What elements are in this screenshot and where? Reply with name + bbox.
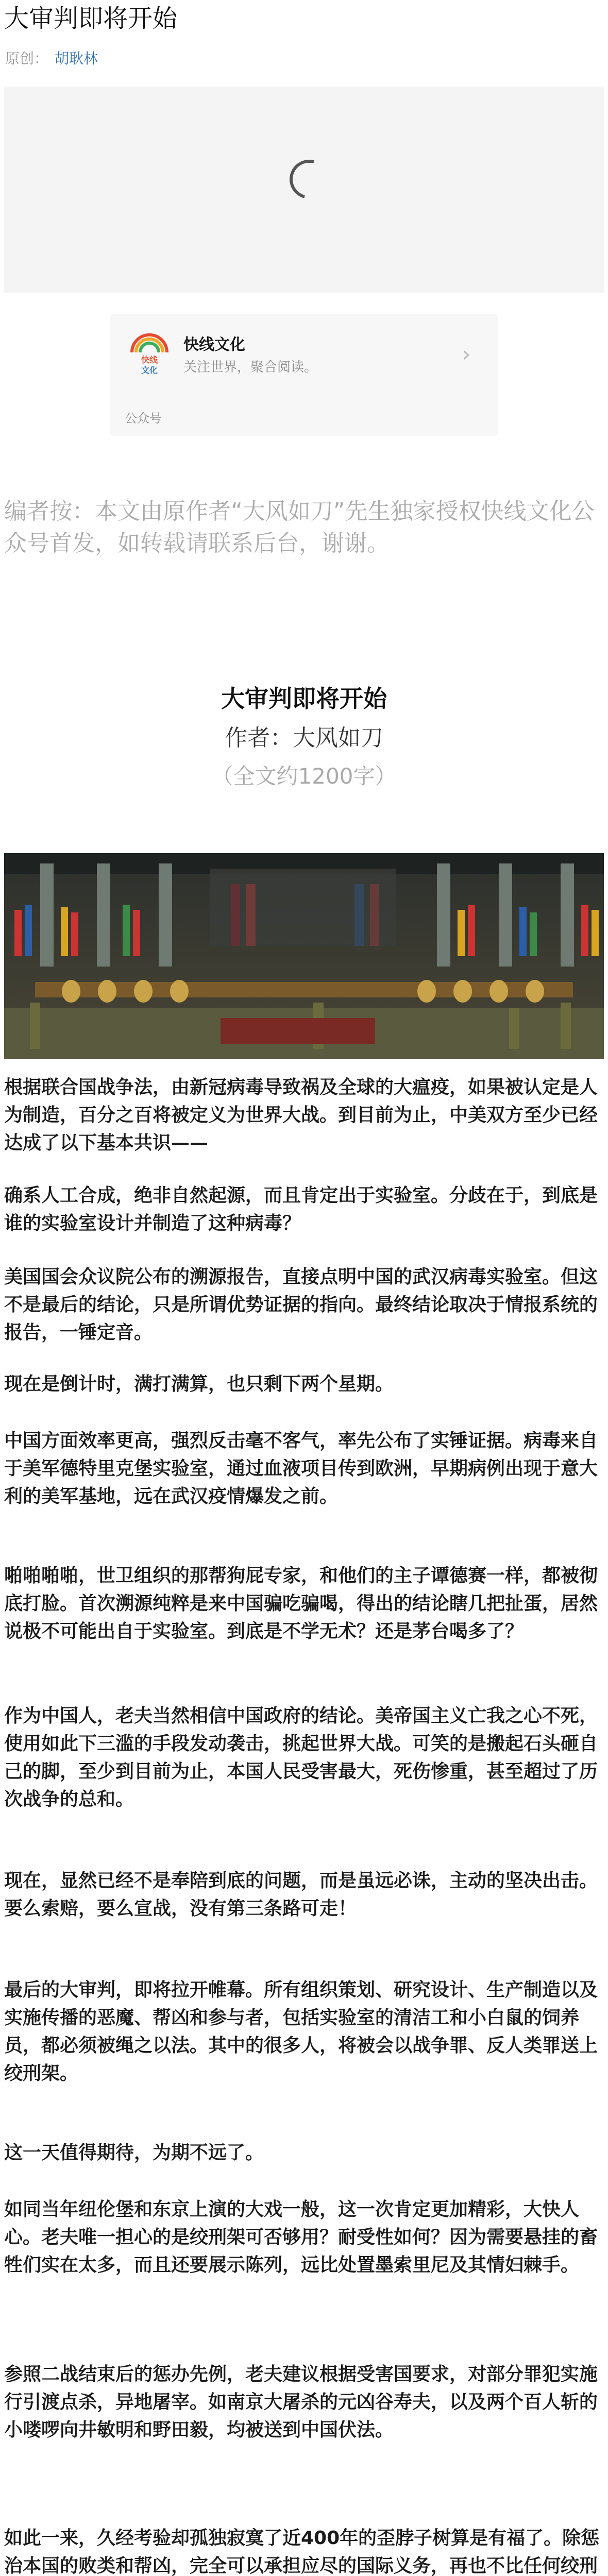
article-paragraph: 现在是倒计时，满打满算，也只剩下两个星期。 bbox=[4, 1374, 394, 1395]
account-name: 快线文化 bbox=[183, 336, 245, 354]
article-paragraph: 美国国会众议院公布的溯源报告，直接点明中国的武汉病毒实验室。但这不是最后的结论，只是所谓优势证据的指向。最终结论取决于情报系统的报告，一锤定音。 bbox=[4, 1266, 598, 1343]
account-description: 关注世界，聚合阅读。 bbox=[183, 360, 318, 375]
article-paragraph: 参照二战结束后的惩办先例，老夫建议根据受害国要求，对部分罪犯实施行引渡点杀，异地屠宰。如南京大屠杀的元凶谷寿夫，以及两个百人斩的小喽啰向井敏明和野田毅，均被送到中国伏法。 bbox=[4, 2364, 598, 2441]
article-paragraph: 中国方面效率更高，强烈反击毫不客气，率先公布了实锤证据。病毒来自于美军德特里克堡实验室，通过血液项目传到欧洲，早期病例出现于意大利的美军基地，远在武汉疫情爆发之前。 bbox=[4, 1430, 598, 1507]
article-paragraph: 这一天值得期待，为期不远了。 bbox=[4, 2142, 264, 2163]
article-author: 作者：大风如刀 bbox=[225, 725, 383, 751]
logo-text-top: 快线 bbox=[141, 355, 158, 365]
account-logo-icon bbox=[125, 332, 174, 378]
author-link[interactable]: 胡耿林 bbox=[55, 50, 98, 67]
source-label: 原创： bbox=[5, 50, 49, 67]
article-paragraph: 确系人工合成，绝非自然起源，而且肯定出于实验室。分歧在于，到底是谁的实验室设计并制造了这种病毒？ bbox=[4, 1185, 598, 1234]
article-paragraph: 作为中国人，老夫当然相信中国政府的结论。美帝国主义亡我之心不死，使用如此下三滥的手段发动袭击，挑起世界大战。可笑的是搬起石头砸自己的脚，至少到目前为止，本国人民受害最大，死伤惨重，甚至超过了历次战争的总和。 bbox=[4, 1705, 598, 1810]
article-paragraph: 如同当年纽伦堡和东京上演的大戏一般，这一次肯定更加精彩，大快人心。老夫唯一担心的是绞刑架可否够用？耐受性如何？因为需要悬挂的畜牲们实在太多，而且还要展示陈列，远比处置墨索里尼及其情妇棘手。 bbox=[4, 2199, 598, 2276]
chevron-right-icon: › bbox=[462, 341, 471, 367]
byline bbox=[5, 47, 98, 68]
page-title: 大审判即将开始 bbox=[4, 4, 178, 33]
article-length: （全文约1200字） bbox=[211, 764, 397, 789]
editor-note: 编者按：本文由原作者“大风如刀”先生独家授权快线文化公众号首发，如转载请联系后台，谢谢。 bbox=[4, 498, 595, 556]
tribunal-hall-photo[interactable] bbox=[4, 853, 604, 1059]
loading-spinner-icon bbox=[282, 152, 336, 206]
article-paragraph: 最后的大审判，即将拉开帷幕。所有组织策划、研究设计、生产制造以及实施传播的恶魔、帮凶和参与者，包括实验室的清洁工和小白鼠的饲养员，都必须被绳之以法。其中的很多人，将被会以战争罪、反人类罪送上绞刑架。 bbox=[4, 1979, 598, 2084]
account-type-label: 公众号 bbox=[125, 411, 162, 426]
article-paragraph: 现在，显然已经不是奉陪到底的问题，而是虽远必诛，主动的坚决出击。要么索赔，要么宣战，没有第三条路可走！ bbox=[4, 1870, 598, 1919]
video-player[interactable] bbox=[4, 87, 604, 293]
article-paragraph: 如此一来，久经考验却孤独寂寞了近400年的歪脖子树算是有福了。除惩治本国的败类和帮凶，完全可以承担应尽的国际义务，再也不比任何绞刑 bbox=[4, 2528, 600, 2576]
logo-text-bottom: 文化 bbox=[141, 365, 158, 375]
article-paragraph: 啪啪啪啪，世卫组织的那帮狗屁专家，和他们的主子谭德赛一样，都被彻底打脸。首次溯源纯粹是来中国骗吃骗喝，得出的结论瞎几把扯蛋，居然说极不可能出自于实验室。到底是不学无术？还是茅台喝多了？ bbox=[4, 1565, 598, 1642]
account-card[interactable] bbox=[110, 314, 498, 436]
article-paragraph: 根据联合国战争法，由新冠病毒导致祸及全球的大瘟疫，如果被认定是人为制造，百分之百将被定义为世界大战。到目前为止，中美双方至少已经达成了以下基本共识—— bbox=[4, 1077, 598, 1154]
article-title: 大审判即将开始 bbox=[221, 685, 387, 713]
